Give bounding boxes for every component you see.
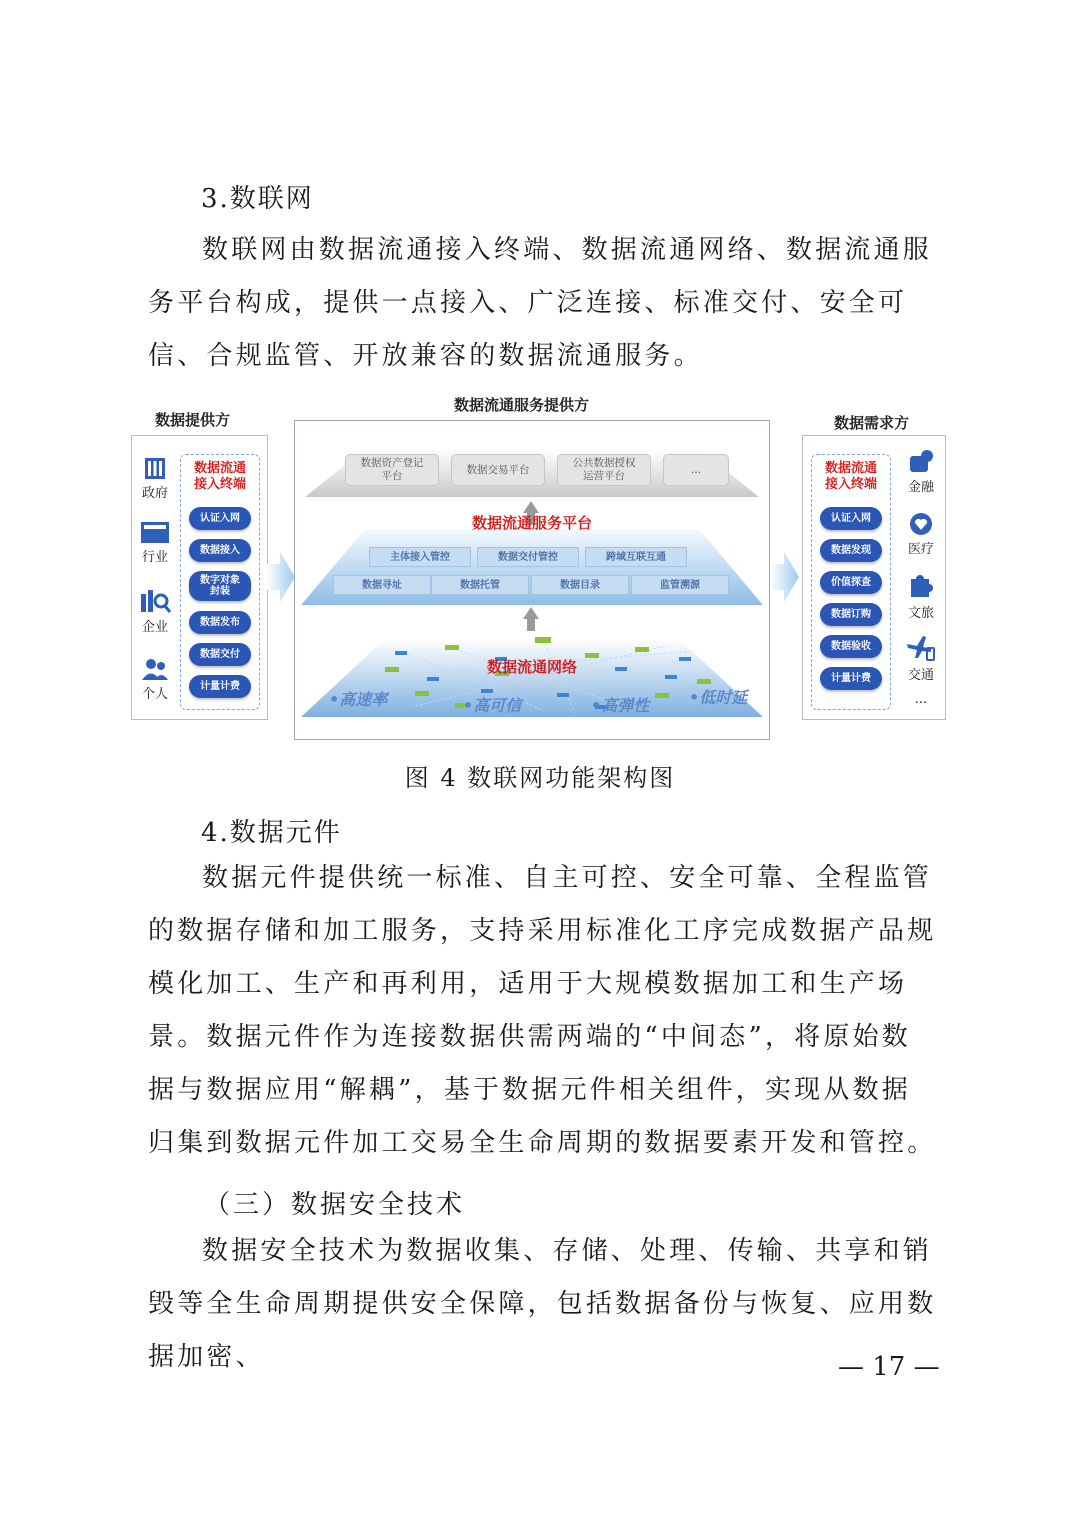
provider-box — [131, 435, 268, 720]
provider-function: 数据接入 — [189, 539, 251, 562]
top-platform-chip: 公共数据授权 运营平台 — [557, 454, 651, 486]
entity-transport — [899, 634, 943, 683]
entity-label: 文旅 — [907, 606, 934, 621]
entity-medical — [899, 512, 943, 557]
provider-terminal — [180, 454, 260, 710]
entity-label: 企业 — [141, 620, 168, 635]
consumer-title: 数据需求方 — [834, 414, 910, 432]
figure-caption: 图 4 数联网功能架构图 — [404, 764, 676, 792]
service-chip: 数据托管 — [431, 575, 529, 595]
top-platform-chip: ... — [663, 454, 729, 486]
service-chip: 监管溯源 — [631, 575, 729, 595]
flow-arrow-icon — [770, 552, 800, 602]
consumer-function: 数据验收 — [820, 635, 882, 658]
provider-function: 数据发布 — [189, 611, 251, 634]
section-heading-4: 4.数据元件 — [201, 818, 342, 848]
feature-label: •高弹性 — [591, 696, 650, 715]
feature-label: •高速率 — [329, 690, 388, 709]
service-chip: 数据交付管控 — [477, 547, 579, 567]
provider-function: 计量计费 — [189, 675, 251, 698]
building-icon — [142, 454, 168, 480]
top-platform-chip: 数据交易平台 — [451, 454, 545, 486]
service-chip: 数据寻址 — [333, 575, 431, 595]
terminal-title: 数据流通 接入终端 — [193, 461, 246, 492]
center-panel — [294, 420, 770, 740]
consumer-function: 计量计费 — [820, 667, 882, 690]
service-chip: 主体接入管控 — [369, 547, 471, 567]
provider-function: 认证入网 — [189, 507, 251, 530]
entity-label: 交通 — [907, 668, 934, 683]
entity-enterprise — [133, 588, 177, 635]
paragraph-3: 数联网由数据流通接入终端、数据流通网络、数据流通服务平台构成，提供一点接入、广泛连接、标准交付、安全可信、合规监管、开放兼容的数据流通服务。 — [148, 235, 933, 371]
top-platform-chip: 数据资产登记 平台 — [345, 454, 439, 486]
section-heading-security: （三）数据安全技术 — [204, 1190, 466, 1220]
heart-shield-icon — [908, 512, 934, 536]
page-number: — 17 — — [838, 1352, 940, 1382]
provider-title: 数据提供方 — [155, 411, 231, 429]
puzzle-icon — [908, 574, 934, 600]
entity-label: 政府 — [141, 486, 168, 501]
entity-finance — [899, 448, 943, 495]
provider-function: 数据交付 — [189, 643, 251, 666]
entity-tourism — [899, 574, 943, 621]
enterprise-search-icon — [139, 588, 171, 614]
consumer-terminal — [811, 454, 891, 710]
paragraph-security: 数据安全技术为数据收集、存储、处理、传输、共享和销毁等全生命周期提供安全保障，包括数据备份与恢复、应用数据加密、 — [148, 1236, 937, 1372]
center-title: 数据流通服务提供方 — [454, 396, 590, 414]
section-heading-3: 3.数联网 — [201, 184, 314, 214]
service-chip: 数据目录 — [531, 575, 629, 595]
flow-arrow-icon — [266, 552, 296, 602]
consumer-function: 价值探查 — [820, 571, 882, 594]
more-entities: ... — [914, 692, 928, 707]
airplane-icon — [905, 634, 937, 662]
consumer-function: 数据发现 — [820, 539, 882, 562]
service-chip: 跨域互联互通 — [585, 547, 687, 567]
entity-label: 金融 — [907, 480, 934, 495]
consumer-function: 数据订购 — [820, 603, 882, 626]
paragraph-4: 数据元件提供统一标准、自主可控、安全可靠、全程监管的数据存储和加工服务，支持采用标准化工序完成数据产品规模化加工、生产和再利用，适用于大规模数据加工和生产场景。数据元件作为连接数据供需两端的“中间态”，将原始数据与数据应用“解耦”，基于数据元件相关组件，实现从数据归集到数据元件加工交易全生命周期的数据要素开发和管控。 — [148, 863, 937, 1158]
provider-function: 数字对象 封装 — [189, 571, 251, 601]
feature-label: •高可信 — [463, 696, 522, 715]
entity-label: 个人 — [141, 687, 168, 702]
entity-individual — [133, 657, 177, 702]
finance-icon — [907, 448, 935, 474]
people-icon — [141, 657, 169, 681]
consumer-function: 认证入网 — [820, 507, 882, 530]
network-title: 数据流通网络 — [486, 658, 577, 676]
entity-label: 医疗 — [907, 542, 934, 557]
entity-government — [133, 454, 177, 501]
entity-industry — [133, 520, 177, 565]
entity-label: 行业 — [141, 550, 168, 565]
consumer-box — [802, 435, 946, 720]
factory-icon — [140, 520, 170, 544]
architecture-figure — [128, 392, 948, 744]
service-platform-title: 数据流通服务平台 — [471, 514, 592, 532]
feature-label: •低时延 — [689, 688, 748, 707]
terminal-title: 数据流通 接入终端 — [824, 461, 877, 492]
